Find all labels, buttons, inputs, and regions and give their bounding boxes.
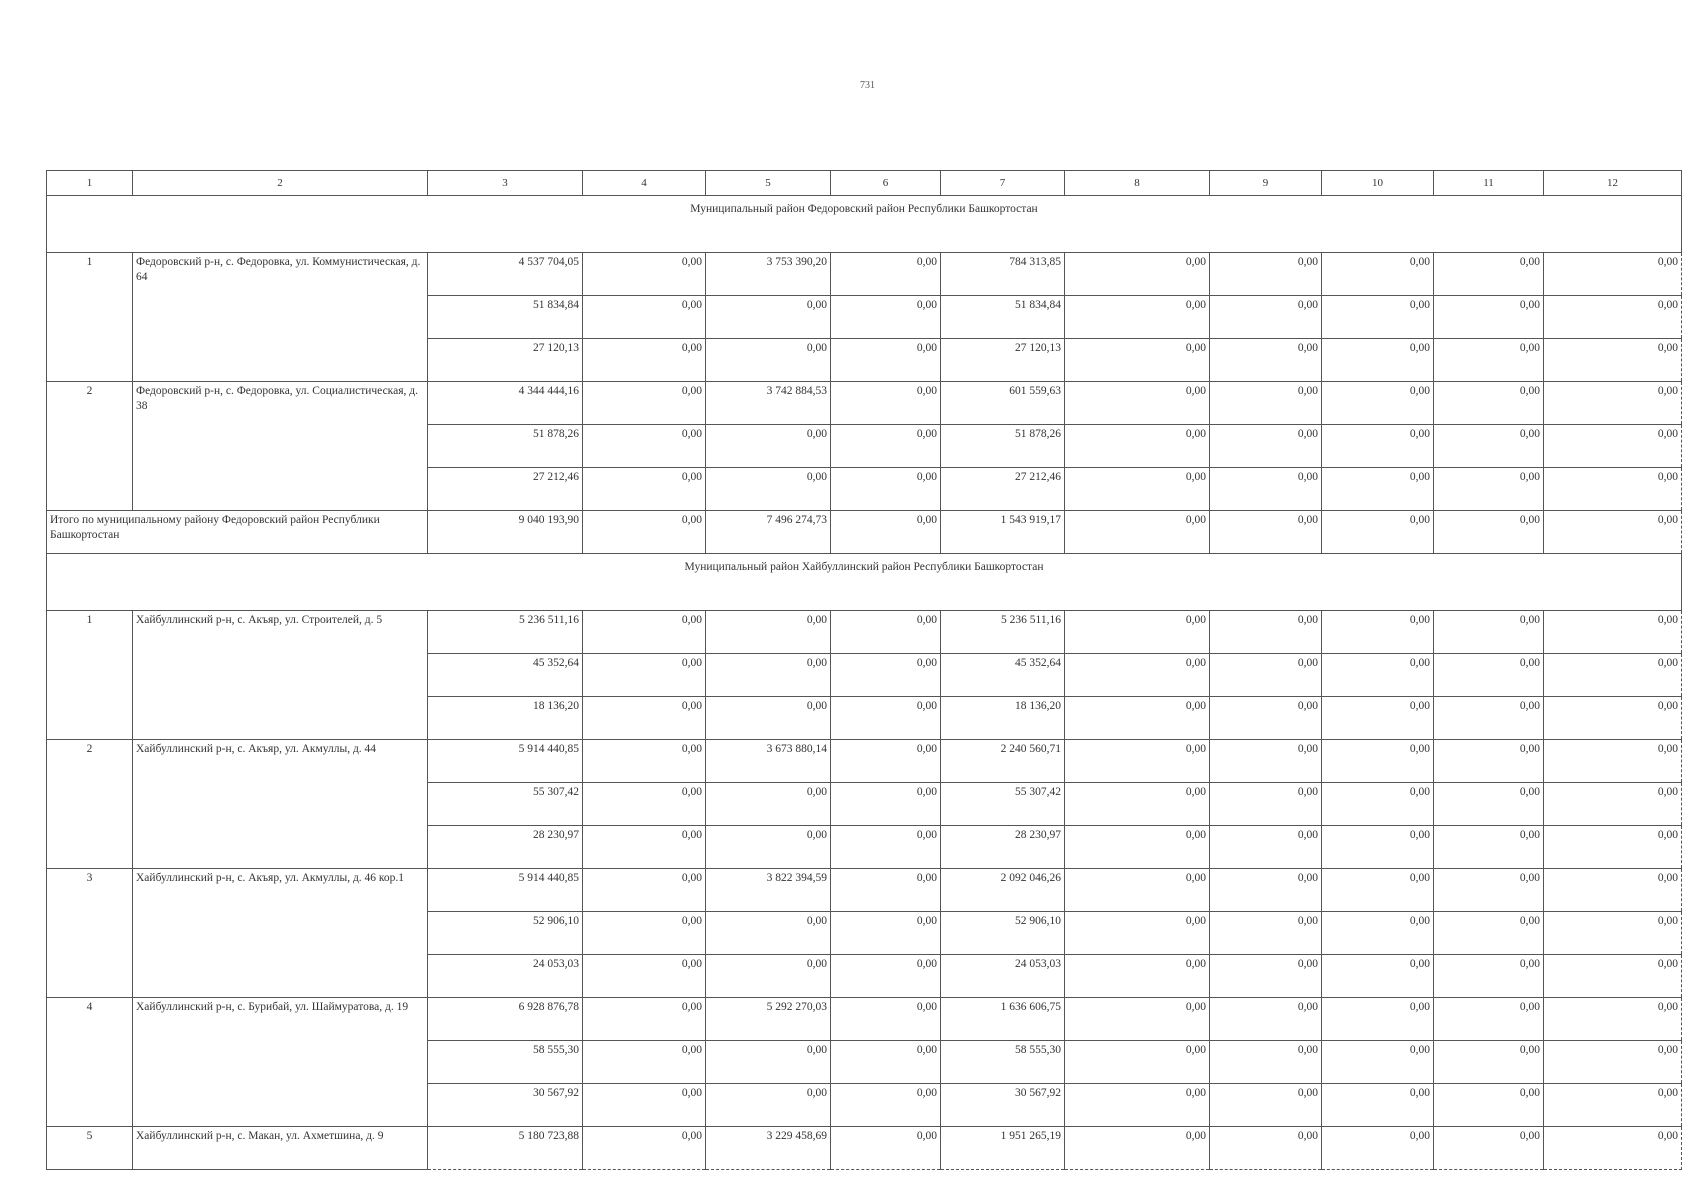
value-cell: 0,00 bbox=[1434, 468, 1544, 511]
table-row bbox=[47, 1127, 1682, 1170]
value-cell: 58 555,30 bbox=[428, 1041, 583, 1084]
value-cell: 0,00 bbox=[1322, 1127, 1434, 1170]
value-cell: 5 914 440,85 bbox=[428, 740, 583, 783]
value-cell: 0,00 bbox=[1210, 1127, 1322, 1170]
value-cell: 0,00 bbox=[583, 296, 706, 339]
value-cell: 0,00 bbox=[706, 1041, 831, 1084]
value-cell: 0,00 bbox=[831, 740, 941, 783]
value-cell: 0,00 bbox=[1544, 869, 1682, 912]
value-cell: 0,00 bbox=[1322, 654, 1434, 697]
value-cell: 0,00 bbox=[1322, 611, 1434, 654]
value-cell: 0,00 bbox=[706, 783, 831, 826]
value-cell: 0,00 bbox=[583, 1084, 706, 1127]
value-cell: 0,00 bbox=[1210, 468, 1322, 511]
value-cell: 0,00 bbox=[1210, 611, 1322, 654]
value-cell: 0,00 bbox=[1322, 826, 1434, 869]
value-cell: 0,00 bbox=[1065, 955, 1210, 998]
value-cell: 0,00 bbox=[1434, 339, 1544, 382]
value-cell: 0,00 bbox=[583, 869, 706, 912]
value-cell: 0,00 bbox=[583, 912, 706, 955]
table-row bbox=[47, 382, 1682, 425]
value-cell: 0,00 bbox=[831, 1084, 941, 1127]
value-cell: 0,00 bbox=[1065, 425, 1210, 468]
value-cell: 18 136,20 bbox=[941, 697, 1065, 740]
value-cell: 0,00 bbox=[1434, 697, 1544, 740]
value-cell: 0,00 bbox=[1544, 912, 1682, 955]
value-cell: 0,00 bbox=[1322, 912, 1434, 955]
value-cell: 0,00 bbox=[1065, 783, 1210, 826]
value-cell: 6 928 876,78 bbox=[428, 998, 583, 1041]
row-address: Федоровский р-н, с. Федоровка, ул. Социалистическая, д. 38 bbox=[133, 382, 428, 511]
value-cell: 0,00 bbox=[1065, 1041, 1210, 1084]
column-header: 5 bbox=[706, 171, 831, 196]
value-cell: 0,00 bbox=[583, 1127, 706, 1170]
value-cell: 0,00 bbox=[1544, 1127, 1682, 1170]
total-value-cell: 7 496 274,73 bbox=[706, 511, 831, 554]
value-cell: 0,00 bbox=[831, 253, 941, 296]
table-row bbox=[47, 869, 1682, 912]
value-cell: 27 120,13 bbox=[428, 339, 583, 382]
value-cell: 0,00 bbox=[1210, 339, 1322, 382]
value-cell: 0,00 bbox=[706, 697, 831, 740]
value-cell: 52 906,10 bbox=[428, 912, 583, 955]
value-cell: 28 230,97 bbox=[941, 826, 1065, 869]
value-cell: 0,00 bbox=[1434, 869, 1544, 912]
value-cell: 0,00 bbox=[706, 654, 831, 697]
value-cell: 0,00 bbox=[1210, 826, 1322, 869]
value-cell: 0,00 bbox=[706, 1084, 831, 1127]
total-value-cell: 9 040 193,90 bbox=[428, 511, 583, 554]
value-cell: 0,00 bbox=[831, 654, 941, 697]
row-address: Федоровский р-н, с. Федоровка, ул. Коммунистическая, д. 64 bbox=[133, 253, 428, 382]
row-address: Хайбуллинский р-н, с. Макан, ул. Ахметшина, д. 9 bbox=[133, 1127, 428, 1170]
value-cell: 3 822 394,59 bbox=[706, 869, 831, 912]
value-cell: 0,00 bbox=[1434, 1127, 1544, 1170]
value-cell: 0,00 bbox=[583, 697, 706, 740]
value-cell: 0,00 bbox=[831, 425, 941, 468]
value-cell: 0,00 bbox=[1544, 339, 1682, 382]
section-header-row bbox=[47, 554, 1682, 611]
value-cell: 4 344 444,16 bbox=[428, 382, 583, 425]
value-cell: 45 352,64 bbox=[941, 654, 1065, 697]
value-cell: 51 834,84 bbox=[941, 296, 1065, 339]
row-index: 2 bbox=[47, 382, 133, 511]
value-cell: 0,00 bbox=[1434, 1041, 1544, 1084]
value-cell: 0,00 bbox=[1065, 611, 1210, 654]
value-cell: 0,00 bbox=[706, 611, 831, 654]
value-cell: 0,00 bbox=[1210, 654, 1322, 697]
value-cell: 0,00 bbox=[1434, 998, 1544, 1041]
value-cell: 0,00 bbox=[1544, 998, 1682, 1041]
value-cell: 0,00 bbox=[1065, 339, 1210, 382]
column-header: 10 bbox=[1322, 171, 1434, 196]
value-cell: 0,00 bbox=[706, 468, 831, 511]
value-cell: 0,00 bbox=[1322, 253, 1434, 296]
table-row bbox=[47, 740, 1682, 783]
value-cell: 0,00 bbox=[1210, 955, 1322, 998]
value-cell: 0,00 bbox=[1544, 1084, 1682, 1127]
value-cell: 5 236 511,16 bbox=[941, 611, 1065, 654]
row-index: 4 bbox=[47, 998, 133, 1127]
total-value-cell: 1 543 919,17 bbox=[941, 511, 1065, 554]
value-cell: 0,00 bbox=[1434, 382, 1544, 425]
value-cell: 0,00 bbox=[1544, 826, 1682, 869]
value-cell: 24 053,03 bbox=[941, 955, 1065, 998]
column-header: 12 bbox=[1544, 171, 1682, 196]
value-cell: 0,00 bbox=[831, 611, 941, 654]
value-cell: 0,00 bbox=[1065, 382, 1210, 425]
value-cell: 0,00 bbox=[1434, 783, 1544, 826]
budget-table bbox=[46, 170, 1682, 1170]
value-cell: 0,00 bbox=[706, 826, 831, 869]
value-cell: 30 567,92 bbox=[941, 1084, 1065, 1127]
value-cell: 0,00 bbox=[1544, 654, 1682, 697]
total-value-cell: 0,00 bbox=[1065, 511, 1210, 554]
value-cell: 0,00 bbox=[1544, 611, 1682, 654]
value-cell: 0,00 bbox=[1434, 654, 1544, 697]
value-cell: 0,00 bbox=[831, 783, 941, 826]
value-cell: 0,00 bbox=[1434, 912, 1544, 955]
value-cell: 1 951 265,19 bbox=[941, 1127, 1065, 1170]
column-header: 4 bbox=[583, 171, 706, 196]
column-header: 1 bbox=[47, 171, 133, 196]
column-header-row bbox=[47, 171, 1682, 196]
total-value-cell: 0,00 bbox=[1210, 511, 1322, 554]
value-cell: 0,00 bbox=[583, 955, 706, 998]
value-cell: 0,00 bbox=[583, 783, 706, 826]
row-index: 3 bbox=[47, 869, 133, 998]
section-title: Муниципальный район Федоровский район Республики Башкортостан bbox=[47, 196, 1682, 253]
value-cell: 0,00 bbox=[831, 339, 941, 382]
value-cell: 0,00 bbox=[1210, 869, 1322, 912]
value-cell: 0,00 bbox=[706, 339, 831, 382]
section-header-row bbox=[47, 196, 1682, 253]
value-cell: 0,00 bbox=[1322, 468, 1434, 511]
value-cell: 27 212,46 bbox=[941, 468, 1065, 511]
value-cell: 0,00 bbox=[1210, 296, 1322, 339]
value-cell: 58 555,30 bbox=[941, 1041, 1065, 1084]
total-value-cell: 0,00 bbox=[1434, 511, 1544, 554]
value-cell: 3 742 884,53 bbox=[706, 382, 831, 425]
value-cell: 0,00 bbox=[1322, 697, 1434, 740]
value-cell: 0,00 bbox=[1210, 425, 1322, 468]
value-cell: 0,00 bbox=[1210, 253, 1322, 296]
value-cell: 0,00 bbox=[706, 912, 831, 955]
value-cell: 0,00 bbox=[1210, 912, 1322, 955]
column-header: 9 bbox=[1210, 171, 1322, 196]
value-cell: 0,00 bbox=[583, 998, 706, 1041]
value-cell: 0,00 bbox=[831, 1041, 941, 1084]
value-cell: 2 240 560,71 bbox=[941, 740, 1065, 783]
value-cell: 0,00 bbox=[1065, 468, 1210, 511]
value-cell: 0,00 bbox=[1065, 869, 1210, 912]
value-cell: 0,00 bbox=[1322, 869, 1434, 912]
value-cell: 0,00 bbox=[831, 826, 941, 869]
row-index: 2 bbox=[47, 740, 133, 869]
value-cell: 2 092 046,26 bbox=[941, 869, 1065, 912]
value-cell: 0,00 bbox=[831, 382, 941, 425]
value-cell: 3 753 390,20 bbox=[706, 253, 831, 296]
value-cell: 0,00 bbox=[1065, 998, 1210, 1041]
table-row bbox=[47, 998, 1682, 1041]
value-cell: 0,00 bbox=[1065, 253, 1210, 296]
table-row bbox=[47, 611, 1682, 654]
value-cell: 0,00 bbox=[583, 253, 706, 296]
value-cell: 0,00 bbox=[1434, 253, 1544, 296]
value-cell: 27 212,46 bbox=[428, 468, 583, 511]
value-cell: 0,00 bbox=[1322, 339, 1434, 382]
value-cell: 0,00 bbox=[1065, 1127, 1210, 1170]
value-cell: 5 292 270,03 bbox=[706, 998, 831, 1041]
value-cell: 0,00 bbox=[1065, 826, 1210, 869]
value-cell: 0,00 bbox=[583, 611, 706, 654]
value-cell: 28 230,97 bbox=[428, 826, 583, 869]
value-cell: 0,00 bbox=[583, 382, 706, 425]
value-cell: 51 834,84 bbox=[428, 296, 583, 339]
value-cell: 0,00 bbox=[583, 740, 706, 783]
row-address: Хайбуллинский р-н, с. Акъяр, ул. Акмуллы, д. 46 кор.1 bbox=[133, 869, 428, 998]
value-cell: 0,00 bbox=[1544, 1041, 1682, 1084]
value-cell: 0,00 bbox=[831, 296, 941, 339]
row-index: 1 bbox=[47, 611, 133, 740]
value-cell: 0,00 bbox=[583, 826, 706, 869]
value-cell: 0,00 bbox=[1322, 783, 1434, 826]
value-cell: 0,00 bbox=[1544, 253, 1682, 296]
row-address: Хайбуллинский р-н, с. Акъяр, ул. Акмуллы, д. 44 bbox=[133, 740, 428, 869]
section-title: Муниципальный район Хайбуллинский район Республики Башкортостан bbox=[47, 554, 1682, 611]
value-cell: 0,00 bbox=[1544, 783, 1682, 826]
value-cell: 0,00 bbox=[831, 998, 941, 1041]
value-cell: 0,00 bbox=[1065, 1084, 1210, 1127]
value-cell: 0,00 bbox=[1434, 611, 1544, 654]
value-cell: 0,00 bbox=[1322, 740, 1434, 783]
total-value-cell: 0,00 bbox=[1322, 511, 1434, 554]
value-cell: 4 537 704,05 bbox=[428, 253, 583, 296]
value-cell: 24 053,03 bbox=[428, 955, 583, 998]
total-row bbox=[47, 511, 1682, 554]
column-header: 7 bbox=[941, 171, 1065, 196]
value-cell: 5 180 723,88 bbox=[428, 1127, 583, 1170]
value-cell: 0,00 bbox=[706, 955, 831, 998]
value-cell: 0,00 bbox=[1544, 697, 1682, 740]
value-cell: 0,00 bbox=[583, 468, 706, 511]
row-address: Хайбуллинский р-н, с. Бурибай, ул. Шаймуратова, д. 19 bbox=[133, 998, 428, 1127]
value-cell: 0,00 bbox=[1210, 998, 1322, 1041]
value-cell: 3 229 458,69 bbox=[706, 1127, 831, 1170]
value-cell: 0,00 bbox=[831, 1127, 941, 1170]
column-header: 6 bbox=[831, 171, 941, 196]
value-cell: 0,00 bbox=[1065, 654, 1210, 697]
value-cell: 0,00 bbox=[1322, 1041, 1434, 1084]
value-cell: 5 914 440,85 bbox=[428, 869, 583, 912]
value-cell: 784 313,85 bbox=[941, 253, 1065, 296]
value-cell: 0,00 bbox=[831, 468, 941, 511]
value-cell: 55 307,42 bbox=[428, 783, 583, 826]
total-value-cell: 0,00 bbox=[1544, 511, 1682, 554]
total-label: Итого по муниципальному району Федоровский район Республики Башкортостан bbox=[47, 511, 428, 554]
value-cell: 0,00 bbox=[831, 955, 941, 998]
value-cell: 0,00 bbox=[1544, 382, 1682, 425]
value-cell: 0,00 bbox=[1322, 955, 1434, 998]
value-cell: 0,00 bbox=[583, 1041, 706, 1084]
value-cell: 51 878,26 bbox=[428, 425, 583, 468]
row-address: Хайбуллинский р-н, с. Акъяр, ул. Строителей, д. 5 bbox=[133, 611, 428, 740]
value-cell: 0,00 bbox=[1434, 955, 1544, 998]
row-index: 1 bbox=[47, 253, 133, 382]
value-cell: 0,00 bbox=[831, 697, 941, 740]
value-cell: 0,00 bbox=[1322, 382, 1434, 425]
value-cell: 0,00 bbox=[1210, 783, 1322, 826]
value-cell: 0,00 bbox=[1544, 468, 1682, 511]
value-cell: 0,00 bbox=[1210, 740, 1322, 783]
value-cell: 0,00 bbox=[1065, 912, 1210, 955]
value-cell: 601 559,63 bbox=[941, 382, 1065, 425]
value-cell: 0,00 bbox=[1210, 382, 1322, 425]
value-cell: 0,00 bbox=[1210, 1041, 1322, 1084]
value-cell: 0,00 bbox=[706, 425, 831, 468]
column-header: 8 bbox=[1065, 171, 1210, 196]
column-header: 2 bbox=[133, 171, 428, 196]
value-cell: 0,00 bbox=[1544, 740, 1682, 783]
value-cell: 0,00 bbox=[1210, 1084, 1322, 1127]
value-cell: 0,00 bbox=[831, 869, 941, 912]
value-cell: 0,00 bbox=[583, 339, 706, 382]
value-cell: 0,00 bbox=[1434, 826, 1544, 869]
value-cell: 30 567,92 bbox=[428, 1084, 583, 1127]
value-cell: 0,00 bbox=[831, 912, 941, 955]
value-cell: 0,00 bbox=[1322, 425, 1434, 468]
value-cell: 0,00 bbox=[1544, 955, 1682, 998]
value-cell: 45 352,64 bbox=[428, 654, 583, 697]
value-cell: 3 673 880,14 bbox=[706, 740, 831, 783]
value-cell: 0,00 bbox=[1210, 697, 1322, 740]
value-cell: 0,00 bbox=[1544, 296, 1682, 339]
value-cell: 1 636 606,75 bbox=[941, 998, 1065, 1041]
value-cell: 0,00 bbox=[1434, 740, 1544, 783]
value-cell: 0,00 bbox=[1434, 1084, 1544, 1127]
value-cell: 0,00 bbox=[1065, 697, 1210, 740]
value-cell: 0,00 bbox=[583, 425, 706, 468]
total-value-cell: 0,00 bbox=[583, 511, 706, 554]
value-cell: 27 120,13 bbox=[941, 339, 1065, 382]
page-number: 731 bbox=[860, 80, 875, 91]
value-cell: 5 236 511,16 bbox=[428, 611, 583, 654]
table-row bbox=[47, 253, 1682, 296]
row-index: 5 bbox=[47, 1127, 133, 1170]
value-cell: 0,00 bbox=[1065, 740, 1210, 783]
column-header: 11 bbox=[1434, 171, 1544, 196]
value-cell: 51 878,26 bbox=[941, 425, 1065, 468]
value-cell: 55 307,42 bbox=[941, 783, 1065, 826]
value-cell: 0,00 bbox=[1434, 425, 1544, 468]
value-cell: 0,00 bbox=[1322, 296, 1434, 339]
value-cell: 0,00 bbox=[1065, 296, 1210, 339]
value-cell: 0,00 bbox=[1322, 1084, 1434, 1127]
value-cell: 0,00 bbox=[1322, 998, 1434, 1041]
value-cell: 0,00 bbox=[1434, 296, 1544, 339]
value-cell: 0,00 bbox=[1544, 425, 1682, 468]
value-cell: 0,00 bbox=[583, 654, 706, 697]
column-header: 3 bbox=[428, 171, 583, 196]
value-cell: 52 906,10 bbox=[941, 912, 1065, 955]
total-value-cell: 0,00 bbox=[831, 511, 941, 554]
value-cell: 0,00 bbox=[706, 296, 831, 339]
value-cell: 18 136,20 bbox=[428, 697, 583, 740]
